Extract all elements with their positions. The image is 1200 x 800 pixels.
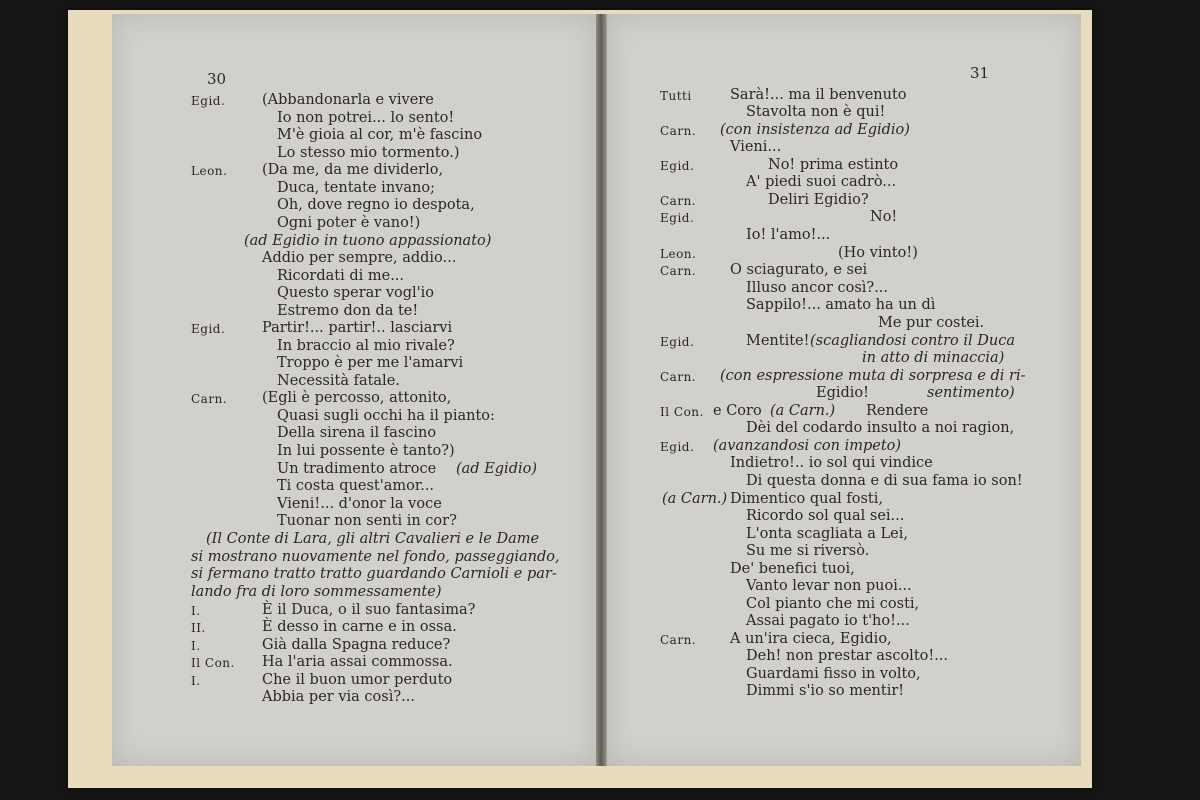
verse-line: Ricordo sol qual sei... bbox=[746, 508, 905, 524]
speaker-i: I. bbox=[191, 604, 201, 618]
speaker-egid: Egid. bbox=[660, 335, 695, 349]
verse-line: Assai pagato io t'ho!... bbox=[746, 613, 910, 629]
verse-line: M'è gioia al cor, m'è fascino bbox=[277, 127, 483, 143]
verse-line: Indietro!.. io sol qui vindice bbox=[730, 455, 933, 471]
book-gutter bbox=[596, 14, 606, 766]
speaker-i: I. bbox=[191, 639, 201, 653]
speaker-egid: Egid. bbox=[191, 322, 226, 336]
speaker-leon: Leon. bbox=[191, 164, 228, 178]
verse-line: Che il buon umor perduto bbox=[262, 672, 453, 688]
verse-line: Sarà!... ma il benvenuto bbox=[730, 87, 907, 103]
verse-line: (Egli è percosso, attonito, bbox=[262, 390, 452, 406]
stage-direction: (a Carn.) bbox=[662, 491, 728, 507]
verse-line: Sappilo!... amato ha un dì bbox=[746, 297, 936, 313]
verse-line: Già dalla Spagna reduce? bbox=[262, 637, 451, 653]
verse-line: Quasi sugli occhi ha il pianto: bbox=[277, 408, 495, 424]
speaker-carn: Carn. bbox=[660, 264, 697, 278]
verse-line: Dimmi s'io so mentir! bbox=[746, 683, 905, 699]
stage-direction: (ad Egidio) bbox=[456, 461, 538, 477]
speaker-carn: Carn. bbox=[660, 124, 697, 138]
stage-direction: si mostrano nuovamente nel fondo, passeggiando, bbox=[191, 549, 560, 565]
verse-line: Partir!... partir!.. lasciarvi bbox=[262, 320, 453, 336]
verse-line: In braccio al mio rivale? bbox=[277, 338, 455, 354]
page-number-left: 30 bbox=[207, 70, 227, 88]
verse-line: (Abbandonarla e vivere bbox=[262, 92, 434, 108]
verse-line: Troppo è per me l'amarvi bbox=[277, 355, 464, 371]
verse-line: In lui possente è tanto?) bbox=[277, 443, 455, 459]
verse-line: Questo sperar vogl'io bbox=[277, 285, 435, 301]
speaker-carn: Carn. bbox=[191, 392, 228, 406]
page-number-right: 31 bbox=[970, 64, 990, 82]
verse-line: No! bbox=[870, 209, 898, 225]
verse-line: Un tradimento atroce bbox=[277, 461, 437, 477]
speaker-carn: Carn. bbox=[660, 633, 697, 647]
verse-line: Vieni!... d'onor la voce bbox=[277, 496, 442, 512]
stage-direction: (con insistenza ad Egidio) bbox=[720, 122, 910, 138]
verse-line: L'onta scagliata a Lei, bbox=[746, 526, 908, 542]
verse-line: Ha l'aria assai commossa. bbox=[262, 654, 453, 670]
verse-line: Di questa donna e di sua fama io son! bbox=[746, 473, 1023, 489]
verse-line: (Ho vinto!) bbox=[838, 245, 918, 261]
verse-line: Vanto levar non puoi... bbox=[746, 578, 912, 594]
verse-line: Estremo don da te! bbox=[277, 303, 419, 319]
stage-direction: (Il Conte di Lara, gli altri Cavalieri e le Dame bbox=[206, 531, 540, 547]
verse-line: Su me si riversò. bbox=[746, 543, 870, 559]
stage-direction: (scagliandosi contro il Duca bbox=[810, 333, 1016, 349]
verse-line: Oh, dove regno io despota, bbox=[277, 197, 475, 213]
stage-direction: si fermano tratto tratto guardando Carnioli e par- bbox=[191, 566, 557, 582]
stage-direction: (ad Egidio in tuono appassionato) bbox=[244, 233, 492, 249]
stage-direction: lando fra di loro sommessamente) bbox=[191, 584, 442, 600]
verse-line: A' piedi suoi cadrò... bbox=[746, 174, 897, 190]
verse-line: Della sirena il fascino bbox=[277, 425, 437, 441]
verse-line: Guardami fisso in volto, bbox=[746, 666, 921, 682]
stage-direction: (con espressione muta di sorpresa e di ri- bbox=[720, 368, 1026, 384]
verse-line: Duca, tentate invano; bbox=[277, 180, 435, 196]
verse-line: (Da me, da me dividerlo, bbox=[262, 162, 444, 178]
speaker-il-con: Il Con. bbox=[191, 656, 235, 670]
verse-line: Stavolta non è qui! bbox=[746, 104, 886, 120]
speaker-carn: Carn. bbox=[660, 194, 697, 208]
verse-line: Io non potrei... lo sento! bbox=[277, 110, 455, 126]
verse-line: Tuonar non senti in cor? bbox=[277, 513, 457, 529]
speaker-i: I. bbox=[191, 674, 201, 688]
verse-line: A un'ira cieca, Egidio, bbox=[730, 631, 892, 647]
verse-line: Necessità fatale. bbox=[277, 373, 400, 389]
verse-line: De' benefici tuoi, bbox=[730, 561, 855, 577]
stage-direction: sentimento) bbox=[927, 385, 1015, 401]
stage-direction: in atto di minaccia) bbox=[862, 350, 1005, 366]
verse-line: Egidio! bbox=[816, 385, 869, 401]
speaker-egid: Egid. bbox=[660, 159, 695, 173]
verse-line: Ricordati di me... bbox=[277, 268, 405, 284]
verse-line: Ti costa quest'amor... bbox=[277, 478, 435, 494]
verse-line: Rendere bbox=[866, 403, 929, 419]
speaker-egid: Egid. bbox=[660, 211, 695, 225]
stage-direction: (avanzandosi con impeto) bbox=[713, 438, 902, 454]
speaker-leon: Leon. bbox=[660, 247, 697, 261]
speaker-egid: Egid. bbox=[191, 94, 226, 108]
verse-line: Deliri Egidio? bbox=[768, 192, 869, 208]
stage-direction: (a Carn.) bbox=[770, 403, 836, 419]
verse-line: O sciagurato, e sei bbox=[730, 262, 868, 278]
verse-line: Dimentico qual fosti, bbox=[730, 491, 883, 507]
verse-line: Ogni poter è vano!) bbox=[277, 215, 421, 231]
verse-line: Io! l'amo!... bbox=[746, 227, 831, 243]
verse-line: e Coro bbox=[713, 403, 762, 419]
speaker-carn: Carn. bbox=[660, 370, 697, 384]
speaker-tutti: Tutti bbox=[660, 89, 692, 103]
speaker-il-con: Il Con. bbox=[660, 405, 704, 419]
verse-line: È il Duca, o il suo fantasima? bbox=[262, 602, 476, 618]
verse-line: Illuso ancor così?... bbox=[746, 280, 889, 296]
verse-line: Dèi del codardo insulto a noi ragion, bbox=[746, 420, 1015, 436]
verse-line: Lo stesso mio tormento.) bbox=[277, 145, 460, 161]
verse-line: Abbia per via così?... bbox=[262, 689, 415, 705]
verse-line: Mentite! bbox=[746, 333, 810, 349]
speaker-egid: Egid. bbox=[660, 440, 695, 454]
verse-line: Col pianto che mi costi, bbox=[746, 596, 920, 612]
speaker-ii: II. bbox=[191, 621, 206, 635]
verse-line: Me pur costei. bbox=[878, 315, 985, 331]
verse-line: Vieni... bbox=[730, 139, 782, 155]
verse-line: Addio per sempre, addio... bbox=[262, 250, 457, 266]
verse-line: No! prima estinto bbox=[768, 157, 899, 173]
verse-line: Deh! non prestar ascolto!... bbox=[746, 648, 949, 664]
verse-line: È desso in carne e in ossa. bbox=[262, 619, 457, 635]
